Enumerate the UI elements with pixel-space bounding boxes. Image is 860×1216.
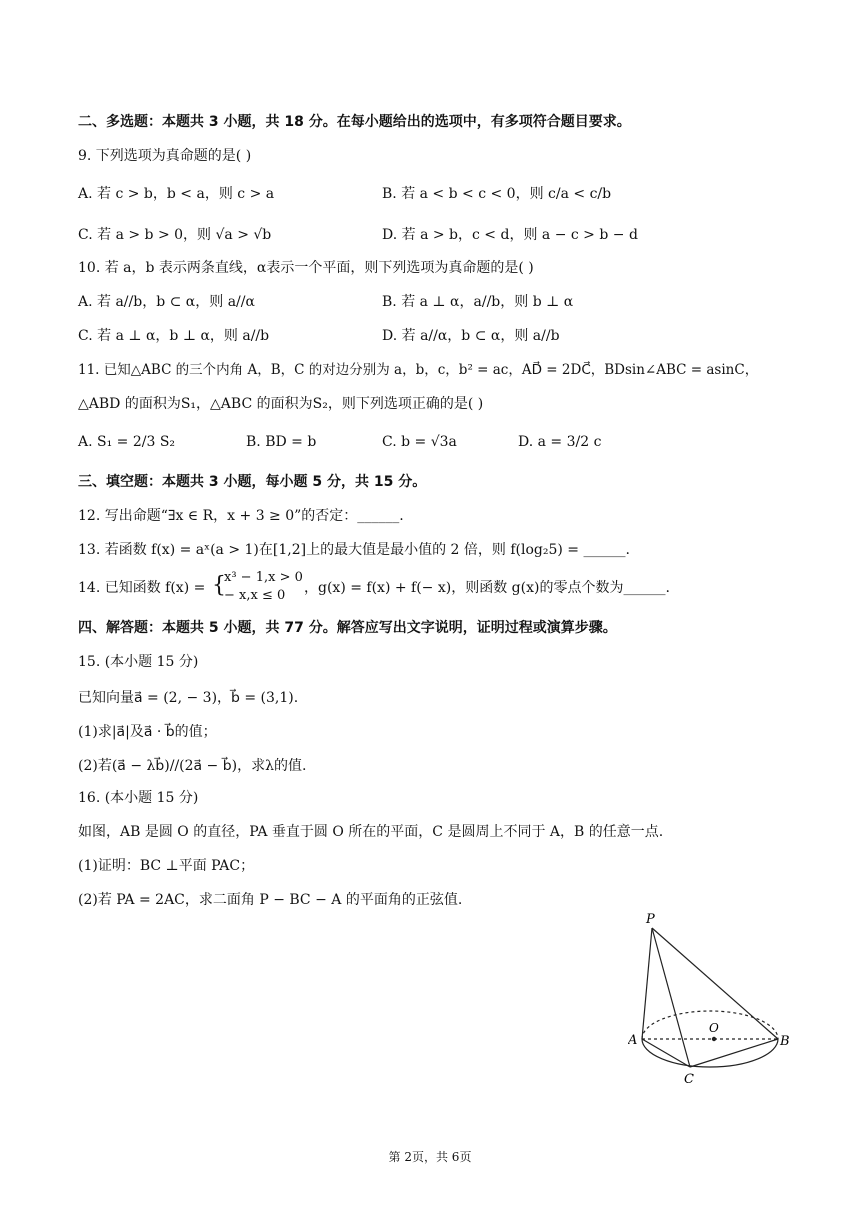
section-2-header: 二、多选题：本题共 3 小题，共 18 分。在每小题给出的选项中，有多项符合题目要求。 bbox=[78, 114, 631, 130]
q9-option-a: A. 若 c > b，b < a，则 c > a bbox=[78, 186, 275, 202]
segment-pa bbox=[642, 928, 652, 1039]
label-o: O bbox=[709, 1021, 719, 1035]
q11-stem-line2: △ABD 的面积为S₁，△ABC 的面积为S₂，则下列选项正确的是( ) bbox=[78, 396, 484, 412]
q12: 12. 写出命题“∃x ∈ R，x + 3 ≥ 0”的否定：______. bbox=[78, 508, 404, 524]
q10-stem: 10. 若 a，b 表示两条直线，α表示一个平面，则下列选项为真命题的是( ) bbox=[78, 260, 534, 276]
q9-option-d: D. 若 a > b，c < d，则 a − c > b − d bbox=[382, 227, 638, 243]
q11-option-c: C. b = √3a bbox=[382, 434, 457, 450]
q16-part-2: (2)若 PA = 2AC，求二面角 P − BC − A 的平面角的正弦值. bbox=[78, 892, 463, 908]
q16-title: 16. (本小题 15 分) bbox=[78, 790, 199, 806]
q15-title: 15. (本小题 15 分) bbox=[78, 654, 199, 670]
q14-brace: { bbox=[212, 573, 226, 598]
q11-stem-line1: 11. 已知△ABC 的三个内角 A，B，C 的对边分别为 a，b，c，b² = ac，AD⃗ = 2DC⃗，BDsin∠ABC = asinC， bbox=[78, 362, 759, 378]
q16-part-1: (1)证明：BC ⊥平面 PAC； bbox=[78, 858, 255, 874]
center-point bbox=[712, 1037, 716, 1041]
q10-option-c: C. 若 a ⊥ α，b ⊥ α，则 a//b bbox=[78, 328, 270, 344]
q11-option-b: B. BD = b bbox=[246, 434, 317, 450]
cone-figure bbox=[628, 908, 798, 1088]
q10-option-b: B. 若 a ⊥ α，a//b，则 b ⊥ α bbox=[382, 294, 574, 310]
q11-option-d: D. a = 3/2 c bbox=[518, 434, 602, 450]
segment-pc bbox=[652, 928, 690, 1067]
q11-option-a: A. S₁ = 2/3 S₂ bbox=[78, 434, 176, 450]
section-3-header: 三、填空题：本题共 3 小题，每小题 5 分，共 15 分。 bbox=[78, 474, 427, 490]
q9-stem: 9. 下列选项为真命题的是( ) bbox=[78, 148, 252, 164]
label-b: B bbox=[780, 1034, 790, 1049]
q14-case-1: x³ − 1,x > 0 bbox=[224, 570, 303, 585]
q13: 13. 若函数 f(x) = aˣ(a > 1)在[1,2]上的最大值是最小值的 2 倍，则 f(log₂5) = ______. bbox=[78, 542, 630, 558]
q15-part-1: (1)求|a⃗|及a⃗ · b⃗的值； bbox=[78, 724, 217, 740]
section-4-header: 四、解答题：本题共 5 小题，共 77 分。解答应写出文字说明，证明过程或演算步骤。 bbox=[78, 620, 617, 636]
q14-case-2: − x,x ≤ 0 bbox=[224, 588, 286, 603]
label-a: A bbox=[628, 1033, 638, 1048]
q15-given: 已知向量a⃗ = (2, − 3)，b⃗ = (3,1). bbox=[78, 690, 299, 706]
q14-prefix: 14. 已知函数 f(x) = bbox=[78, 580, 206, 596]
page-footer: 第 2页，共 6页 bbox=[388, 1150, 472, 1164]
label-p: P bbox=[646, 912, 655, 927]
q10-option-d: D. 若 a//α，b ⊂ α，则 a//b bbox=[382, 328, 560, 344]
q14-suffix: ，g(x) = f(x) + f(− x)，则函数 g(x)的零点个数为______. bbox=[304, 580, 670, 596]
q15-part-2: (2)若(a⃗ − λb⃗)//(2a⃗ − b⃗)，求λ的值. bbox=[78, 758, 307, 774]
q16-given: 如图，AB 是圆 O 的直径，PA 垂直于圆 O 所在的平面，C 是圆周上不同于 A，B 的任意一点. bbox=[78, 824, 664, 840]
label-c: C bbox=[684, 1072, 694, 1087]
q9-option-b: B. 若 a < b < c < 0，则 c/a < c/b bbox=[382, 186, 612, 202]
circle-front-arc bbox=[642, 1039, 778, 1067]
q9-option-c: C. 若 a > b > 0，则 √a > √b bbox=[78, 227, 272, 243]
segment-cb bbox=[690, 1039, 778, 1067]
q10-option-a: A. 若 a//b，b ⊂ α，则 a//α bbox=[78, 294, 255, 310]
segment-ac bbox=[642, 1039, 690, 1067]
